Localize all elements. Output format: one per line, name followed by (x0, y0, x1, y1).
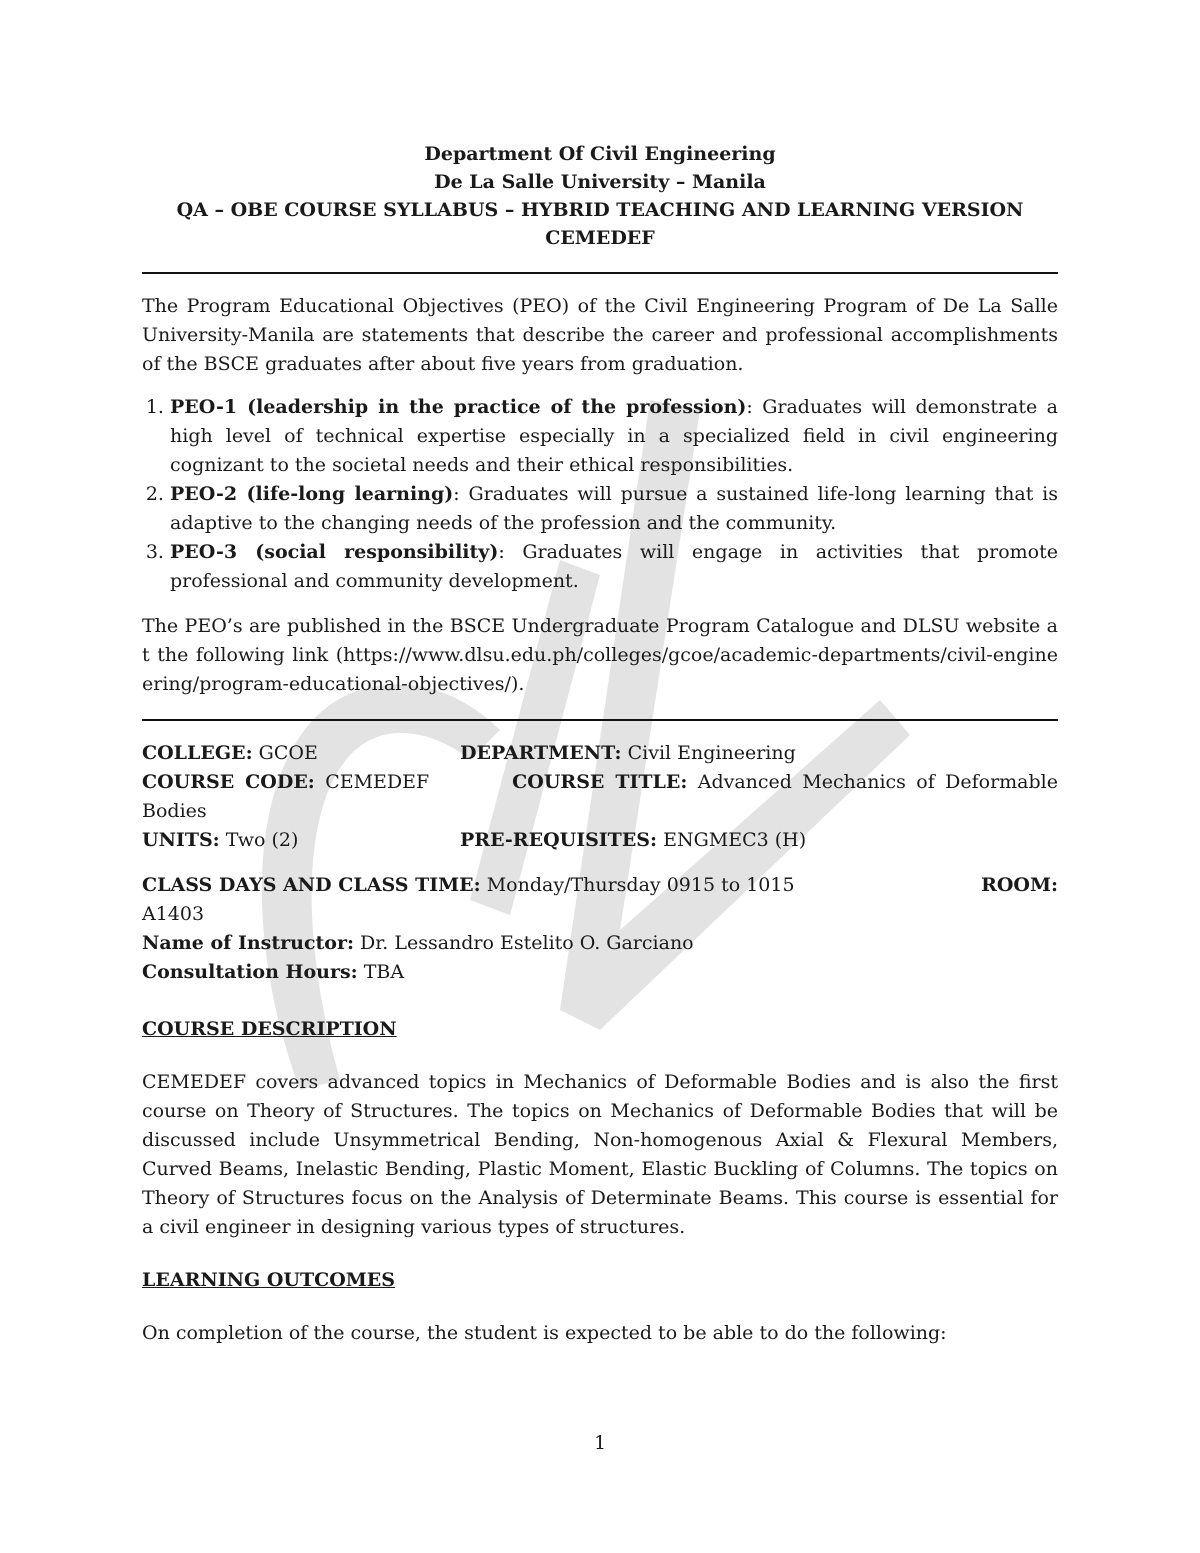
learning-outcomes-heading: LEARNING OUTCOMES (142, 1269, 396, 1291)
instructor-value: Dr. Lessandro Estelito O. Garciano (354, 932, 694, 954)
course-code-label: COURSE CODE: (142, 771, 315, 793)
page-number: 1 (593, 1432, 607, 1454)
course-description-heading: COURSE DESCRIPTION (142, 1018, 397, 1040)
peo-intro: The Program Educational Objectives (PEO) of the Civil Engineering Program of De La Salle University-Manila are statements that describe the career and professional accomplishments of the BSCE graduates after about five years from graduation. (142, 295, 1058, 375)
class-days-label: CLASS DAYS AND CLASS TIME: (142, 874, 481, 896)
peo-published-note: The PEO’s are published in the BSCE Undergraduate Program Catalogue and DLSU website at the following link (https://www.dlsu.edu.ph/colleges/gcoe/academic-departments/civil-engineering/program-educational-objectives/). (142, 615, 1058, 695)
divider-top (142, 272, 1058, 274)
instructor-row (142, 929, 1058, 958)
room-value: A1403 (142, 903, 205, 925)
department-label: DEPARTMENT: (460, 742, 622, 764)
class-days-row (142, 871, 1058, 900)
course-code-title-row (142, 768, 1058, 826)
units-label: UNITS: (142, 829, 220, 851)
peo-item-3 (170, 538, 1058, 596)
peo-item-label: PEO-2 (life-long learning) (170, 483, 454, 505)
header-course-code: CEMEDEF (545, 227, 655, 249)
peo-item-text: : Graduates will pursue a sustained life-long learning that is adaptive to the changing needs of the profession and the community. (170, 483, 1058, 534)
peo-item-label: PEO-1 (leadership in the practice of the profession) (170, 396, 747, 418)
divider-middle (142, 719, 1058, 721)
peo-list (142, 393, 1058, 596)
prereq-value: ENGMEC3 (H) (657, 829, 807, 851)
consultation-row (142, 958, 1058, 987)
department-value: Civil Engineering (621, 742, 796, 764)
header-syllabus-title: QA – OBE COURSE SYLLABUS – HYBRID TEACHING AND LEARNING VERSION (176, 199, 1024, 221)
consultation-value: TBA (357, 961, 405, 983)
course-title-value: Advanced Mechanics of Deformable Bodies (142, 771, 1058, 822)
instructor-label: Name of Instructor: (142, 932, 354, 954)
consultation-label: Consultation Hours: (142, 961, 358, 983)
peo-item-text: : Graduates will engage in activities that promote professional and community development. (170, 541, 1058, 592)
document-header (142, 140, 1058, 252)
header-university: De La Salle University – Manila (434, 171, 766, 193)
peo-item-1 (170, 393, 1058, 480)
syllabus-page (142, 140, 1058, 1348)
course-description-body: CEMEDEF covers advanced topics in Mechanics of Deformable Bodies and is also the first course on Theory of Structures. The topics on Mechanics of Deformable Bodies that will be discussed include Unsymmetrical Bending, Non-homogenous Axial & Flexural Members, Curved Beams, Inelastic Bending, Plastic Moment, Elastic Buckling of Columns. The topics on Theory of Structures focus on the Analysis of Determinate Beams. This course is essential for a civil engineer in designing various types of structures. (142, 1071, 1058, 1238)
peo-item-text: : Graduates will demonstrate a high level of technical expertise especially in a specialized field in civil engineering cognizant to the societal needs and their ethical responsibilities. (170, 396, 1058, 476)
learning-outcomes-intro: On completion of the course, the student is expected to be able to do the following: (142, 1322, 947, 1344)
room-label: ROOM: (981, 874, 1058, 896)
course-code-value: CEMEDEF (314, 771, 430, 793)
course-title-label: COURSE TITLE: (512, 771, 688, 793)
peo-item-2 (170, 480, 1058, 538)
class-days-value: Monday/Thursday 0915 to 1015 (480, 874, 795, 896)
college-department-row (142, 739, 1058, 768)
college-label: COLLEGE: (142, 742, 253, 764)
college-value: GCOE (252, 742, 318, 764)
peo-item-label: PEO-3 (social responsibility) (170, 541, 499, 563)
header-department: Department Of Civil Engineering (424, 143, 776, 165)
prereq-label: PRE-REQUISITES: (460, 829, 658, 851)
units-prereq-row (142, 826, 1058, 855)
units-value: Two (2) (219, 829, 299, 851)
course-info (142, 739, 1058, 987)
